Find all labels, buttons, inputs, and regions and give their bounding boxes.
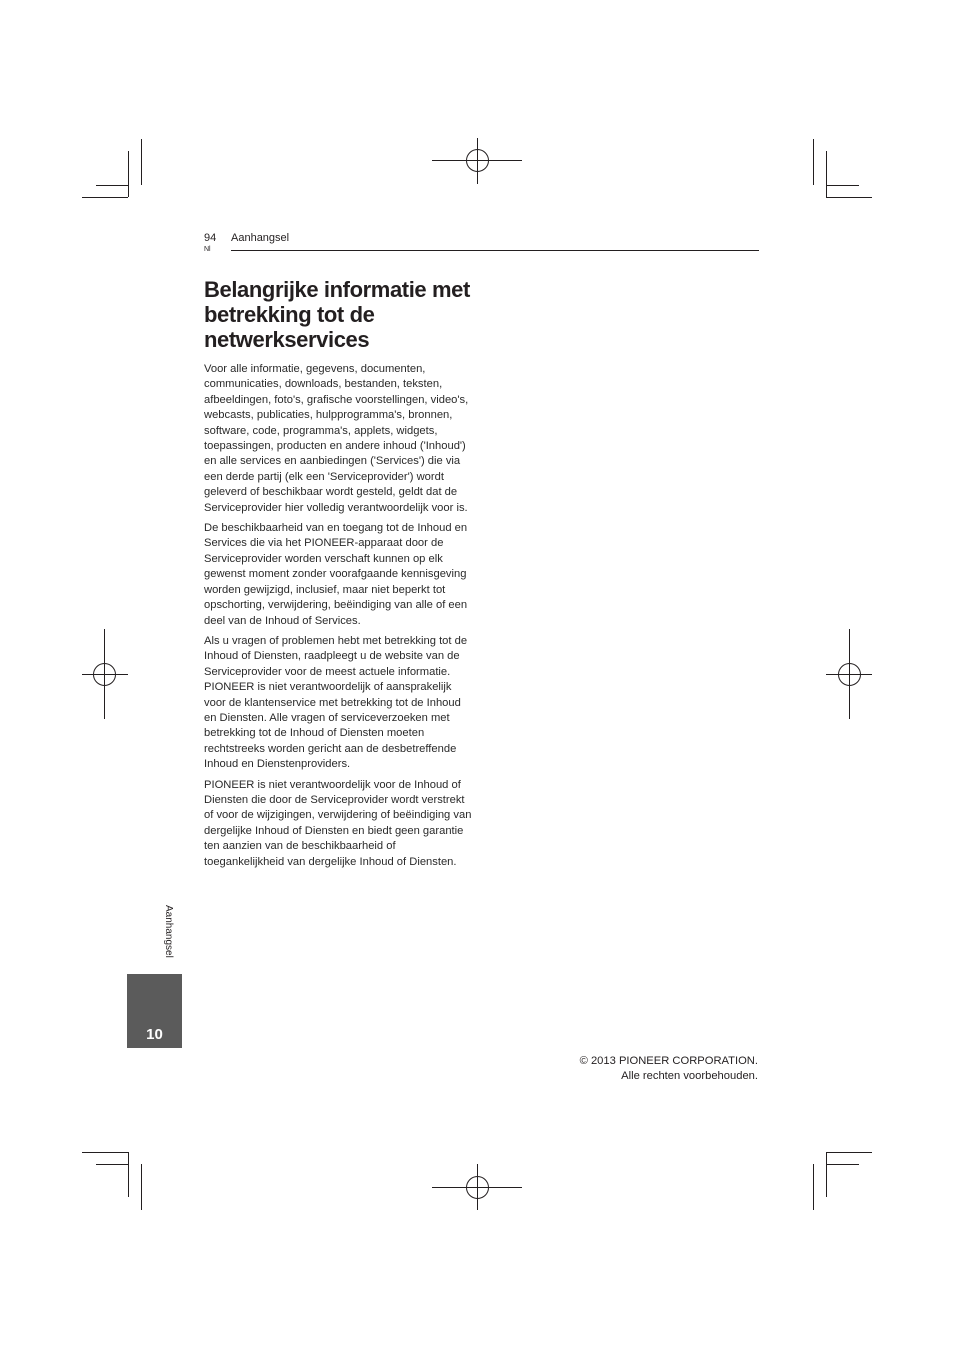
chapter-tab xyxy=(127,974,182,1048)
body-text xyxy=(204,362,472,875)
copyright-notice xyxy=(580,1054,758,1085)
copyright-line: © 2013 PIONEER CORPORATION. xyxy=(579,1055,758,1067)
running-header-section: Aanhangsel xyxy=(231,232,290,244)
side-tab-label: Aanhangsel xyxy=(163,905,174,958)
crop-mark-top-right xyxy=(814,139,873,198)
header-divider xyxy=(231,250,759,251)
crop-mark-bottom-right xyxy=(814,1152,873,1210)
registration-mark-right xyxy=(826,629,872,719)
paragraph-content-responsibility: Voor alle informatie, gegevens, documenten, communicaties, downloads, bestanden, teksten, afbeeldingen, foto's, grafische voorstellingen, video's, webcasts, publicaties, hulpprogramma's, bronnen, software, code, programma's, applets, widgets, toepassingen, producten en andere inhoud ('Inhoud') en alle services en aanbiedingen ('Services') die via een derde partij (elk een 'Serviceprovider') wordt geleverd of beschikbaar wordt gesteld, geldt dat de Serviceprovider hier volledig verantwoordelijk voor is. xyxy=(204,363,469,514)
paragraph-liability: PIONEER is niet verantwoordelijk voor de Inhoud of Diensten die door de Serviceprovider wordt verstrekt of voor de wijzigingen, verwijdering of beëindiging van dergelijke Inhoud of Diensten en biedt geen garantie ten aanzien van de beschikbaarheid of toegankelijkheid van dergelijke Inhoud of Diensten. xyxy=(204,778,472,868)
rights-reserved-line: Alle rechten voorbehouden. xyxy=(621,1070,758,1083)
registration-mark-top xyxy=(432,138,522,184)
chapter-number: 10 xyxy=(146,1026,163,1043)
crop-mark-top-left xyxy=(82,139,142,198)
registration-mark-left xyxy=(82,629,128,719)
paragraph-questions: Als u vragen of problemen hebt met betrekking tot de Inhoud of Diensten, raadpleegt u de website van de Serviceprovider voor de meest actuele informatie. PIONEER is niet verantwoordelijk of aansprakelijk voor de klantenservice met betrekking tot de Inhoud en Diensten. Alle vragen of serviceverzoeken met betrekking tot de Inhoud of Diensten moeten rechtstreeks worden gericht aan de desbetreffende Inhoud en Dienstenproviders. xyxy=(204,634,468,771)
language-code: Nl xyxy=(204,246,211,253)
crop-mark-bottom-left xyxy=(82,1152,142,1210)
page-title: Belangrijke informatie met betrekking tot de netwerkservices xyxy=(204,277,470,352)
page-number: 94 xyxy=(204,232,217,244)
registration-mark-bottom xyxy=(432,1164,522,1210)
paragraph-availability: De beschikbaarheid van en toegang tot de Inhoud en Services die via het PIONEER-apparaat door de Serviceprovider worden verschaft kunnen op elk gewenst moment zonder voorafgaande kennisgeving worden gewijzigd, inclusief, maar niet beperkt tot opschorting, verwijdering, beëindiging van alle of een deel van de Inhoud of Services. xyxy=(204,522,468,627)
